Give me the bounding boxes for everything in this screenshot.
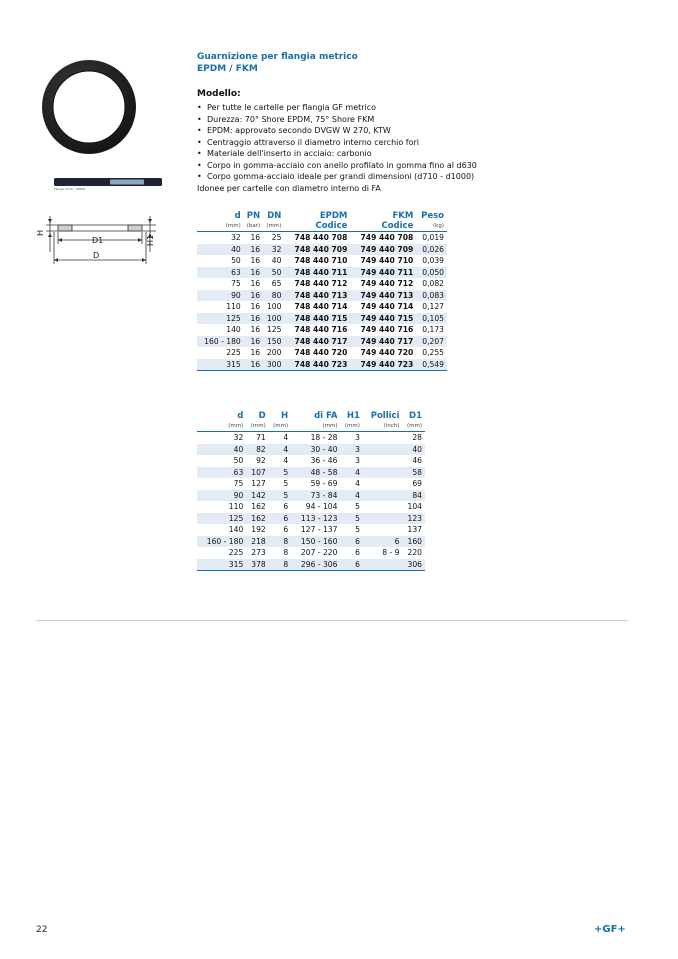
column-header: PN [246,211,261,221]
table-row [197,336,447,348]
table-cell: 749 440 715 [350,313,416,325]
feature-item [197,171,477,183]
table-cell: 8 [269,536,291,548]
table-row [197,255,447,267]
table-cell: 73 - 84 [291,490,340,502]
table-cell: 4 [283,456,289,465]
column-unit: (mm) [269,422,291,432]
table-cell: 28 [412,433,422,442]
table-cell: 0,127 [422,302,444,311]
table-row [197,536,425,548]
table-cell: 16 [244,267,263,279]
table-cell [363,513,403,525]
table-cell: 127 - 137 [300,525,338,534]
table-cell: 0,082 [422,279,444,288]
table-cell: 4 [340,467,362,479]
table-cell: 63 [197,467,246,479]
table-row [197,478,425,490]
column-unit: Codice [350,222,416,232]
table-cell: 100 [263,313,284,325]
table-cell: 6 [283,525,289,534]
table-cell: 749 440 710 [360,256,414,265]
table-cell: 748 440 717 [284,336,350,348]
bullet-icon: • [197,114,202,124]
table-cell: 94 - 104 [305,502,338,511]
table-cell: 0,173 [422,325,444,334]
table-cell: 50 [231,256,241,265]
table-cell: 142 [246,490,268,502]
column-unit: (inch) [363,422,403,432]
column-unit: (mm) [263,222,284,232]
column-unit: (bar) [244,222,263,232]
table-cell: 749 440 713 [350,290,416,302]
product-title: Guarnizione per flangia metrico [197,52,358,62]
feature-item [197,125,477,137]
table-cell: 0,255 [422,348,444,357]
table-cell: 16 [244,290,263,302]
table-cell: 5 [283,479,289,488]
gasket-ring-image [40,58,138,156]
table-cell: 4 [340,490,362,502]
table-cell: 137 [407,525,422,534]
feature-text: Corpo gomma-acciaio ideale per grandi dimensioni (d710 - d1000) [207,172,475,181]
table-cell: 749 440 714 [360,302,414,311]
table-cell [363,444,403,456]
column-unit: (mm) [197,222,244,232]
dimensions-table [197,410,425,571]
table-cell: 6 [340,559,362,571]
dimensions-table-units-row [197,422,425,432]
column-header: di FA [314,411,338,421]
table-cell: 16 [250,302,261,311]
table-cell: 100 [266,302,282,311]
table-cell: 5 [340,513,362,525]
table-cell: 160 [402,536,425,548]
model-heading: Modello: [197,89,241,99]
dimensions-table-header-row [197,410,425,422]
drawing-label-h1: H1 [146,234,155,246]
table-cell: 32 [233,433,244,442]
table-cell: 4 [355,479,360,488]
table-cell: 75 [231,279,241,288]
feature-list [197,102,477,183]
bullet-icon: • [197,103,202,112]
bullet-icon: • [197,160,202,170]
table-row [197,278,447,290]
bullet-icon: • [197,172,202,181]
table-cell: 0,549 [416,359,447,371]
table-cell: 63 [197,267,244,279]
table-cell: 65 [271,279,282,288]
dimensions-table-body [197,432,425,571]
drawing-label-d1: D1 [92,236,104,245]
column-unit: (mm) [197,422,246,432]
table-cell: 0,019 [422,233,444,242]
table-cell: 748 440 723 [284,359,350,371]
table-cell: 218 [246,536,268,548]
table-cell: 50 [233,456,244,465]
table-cell: 6 [283,502,289,511]
table-cell: 16 [250,233,261,242]
table-cell: 16 [250,279,261,288]
table-row [197,244,447,256]
drawing-label-h: H [36,229,45,236]
column-header: H1 [346,411,360,421]
table-cell: 749 440 717 [350,336,416,348]
table-cell: 748 440 708 [294,233,348,242]
table-row [197,359,447,371]
table-cell: 160 - 180 [197,336,244,348]
table-cell: 300 [263,359,284,371]
feature-text: Corpo in gomma-acciaio con anello profilato in gomma fino al d630 [207,160,477,170]
table-cell: 748 440 713 [284,290,350,302]
table-row [197,559,425,571]
feature-item [197,137,477,149]
table-row [197,324,447,336]
table-row [197,432,425,444]
table-cell: 18 - 28 [310,433,338,442]
column-header: D [258,411,266,421]
table-cell: 125 [197,513,246,525]
table-cell: 6 [269,513,291,525]
table-cell: 748 440 709 [284,244,350,256]
table-cell: 315 [197,359,244,371]
table-cell: 3 [355,433,360,442]
table-cell: 6 [355,548,360,557]
table-cell: 40 [271,256,282,265]
table-cell: 82 [246,444,268,456]
table-cell: 48 - 58 [291,467,340,479]
gasket-side-caption: Flange d710 - d1000 [54,187,86,191]
table-cell: 162 [246,513,268,525]
column-header: Pollici [370,411,400,421]
table-row [197,547,425,559]
table-cell: 0,026 [416,244,447,256]
table-cell: 50 [263,267,284,279]
column-header: EPDM [319,211,348,221]
table-cell [363,432,403,444]
table-cell: 207 - 220 [300,548,338,557]
table-cell: 8 [283,548,289,557]
column-header: D1 [409,411,422,421]
table-cell: 40 [197,244,244,256]
column-unit: (mm) [246,422,268,432]
table-cell: 16 [250,325,261,334]
bullet-icon: • [197,126,202,135]
table-cell: 110 [226,302,241,311]
table-cell: 4 [269,444,291,456]
table-cell: 107 [246,467,268,479]
compatibility-note: Idonee per cartelle con diametro interno di FA [197,184,381,193]
table-cell: 748 440 720 [294,348,348,357]
feature-text: Durezza: 70° Shore EPDM, 75° Shore FKM [207,114,375,124]
table-cell [363,524,403,536]
table-row [197,347,447,359]
table-cell: 749 440 711 [350,267,416,279]
table-cell: 110 [228,502,244,511]
feature-item [197,114,477,126]
table-cell [363,455,403,467]
table-cell: 315 [197,559,246,571]
codes-table-units-row [197,222,447,232]
feature-item [197,160,477,172]
table-cell: 5 [355,502,360,511]
table-cell: 32 [263,244,284,256]
table-cell: 200 [266,348,282,357]
table-cell [363,501,403,513]
table-cell: 90 [197,490,246,502]
gasket-side-image [54,177,162,187]
column-unit: (mm) [340,422,362,432]
table-row [197,444,425,456]
table-cell: 748 440 714 [294,302,348,311]
table-cell: 125 [197,313,244,325]
column-unit: (kg) [416,222,447,232]
table-cell: 749 440 708 [360,233,414,242]
table-row [197,524,425,536]
table-cell: 16 [244,244,263,256]
section-divider [36,620,628,621]
table-cell: 160 - 180 [197,536,246,548]
table-cell: 150 - 160 [291,536,340,548]
table-cell: 6 [340,536,362,548]
table-cell: 306 [402,559,425,571]
column-header: DN [267,211,282,221]
table-cell: 0,105 [416,313,447,325]
table-cell: 58 [402,467,425,479]
column-header: d [234,211,241,221]
table-cell: 749 440 712 [360,279,414,288]
table-cell: 8 - 9 [382,548,400,557]
feature-item [197,148,477,160]
table-cell: 104 [407,502,422,511]
table-cell: 71 [256,433,266,442]
table-cell: 140 [226,325,241,334]
table-cell: 8 [269,559,291,571]
drawing-label-d: D [93,251,100,260]
feature-text: Materiale dell'inserto in acciaio: carbonio [207,149,372,158]
table-cell: 36 - 46 [310,456,338,465]
table-cell: 84 [402,490,425,502]
table-cell: 40 [197,444,246,456]
table-cell: 748 440 712 [294,279,348,288]
feature-text: Per tutte le cartelle per flangia GF metrico [207,103,377,112]
table-cell: 123 [402,513,425,525]
bullet-icon: • [197,137,202,147]
column-unit: (mm) [291,422,340,432]
table-cell: 748 440 711 [284,267,350,279]
table-cell: 4 [283,433,289,442]
table-cell: 6 [363,536,403,548]
table-cell: 59 - 69 [310,479,338,488]
feature-text: EPDM: approvato secondo DVGW W 270, KTW [207,126,391,135]
table-cell: 748 440 710 [294,256,348,265]
brand-logo: +GF+ [594,924,626,935]
table-row [197,455,425,467]
table-cell [363,559,403,571]
table-cell [363,490,403,502]
table-cell: 749 440 720 [360,348,414,357]
table-cell: 296 - 306 [291,559,340,571]
table-row [197,267,447,279]
table-cell: 748 440 716 [294,325,348,334]
table-cell: 748 440 715 [284,313,350,325]
table-cell: 16 [250,348,261,357]
table-cell: 92 [256,456,266,465]
feature-item [197,102,477,114]
page-number: 22 [36,925,48,935]
table-cell: 0,039 [422,256,444,265]
table-row [197,490,425,502]
column-header: FKM [392,211,414,221]
table-cell: 0,050 [416,267,447,279]
column-header: Peso [421,211,444,221]
table-row [197,501,425,513]
table-row [197,313,447,325]
table-row [197,467,425,479]
table-cell: 125 [266,325,282,334]
table-cell: 0,083 [416,290,447,302]
table-cell: 16 [244,313,263,325]
product-material: EPDM / FKM [197,64,258,74]
table-cell: 5 [269,490,291,502]
table-cell: 749 440 716 [360,325,414,334]
table-cell: 0,207 [416,336,447,348]
table-cell: 16 [244,359,263,371]
table-cell: 16 [250,256,261,265]
column-unit: (mm) [402,422,425,432]
table-cell: 3 [340,444,362,456]
table-row [197,232,447,244]
table-cell: 90 [197,290,244,302]
table-cell: 225 [228,548,244,557]
table-cell: 127 [251,479,266,488]
table-cell: 40 [402,444,425,456]
table-cell: 3 [355,456,360,465]
table-cell: 75 [233,479,244,488]
table-cell: 25 [271,233,282,242]
table-cell: 162 [251,502,266,511]
table-cell: 32 [231,233,241,242]
column-header: d [237,411,244,421]
column-header: H [281,411,289,421]
table-cell: 46 [412,456,422,465]
table-cell: 378 [246,559,268,571]
feature-text: Centraggio attraverso il diametro interno cerchio fori [207,137,420,147]
table-cell: 273 [251,548,266,557]
table-cell: 150 [263,336,284,348]
table-cell [363,467,403,479]
table-row [197,513,425,525]
table-cell: 220 [407,548,422,557]
table-cell: 5 [355,525,360,534]
codes-table-body [197,232,447,371]
table-cell: 80 [263,290,284,302]
bullet-icon: • [197,149,202,158]
table-cell: 749 440 723 [350,359,416,371]
table-cell: 749 440 709 [350,244,416,256]
codes-table [197,210,447,371]
table-row [197,301,447,313]
table-cell: 113 - 123 [291,513,340,525]
table-cell: 69 [412,479,422,488]
table-cell: 5 [269,467,291,479]
column-unit: Codice [284,222,350,232]
table-cell: 16 [244,336,263,348]
table-cell [363,478,403,490]
table-cell: 192 [251,525,266,534]
table-cell: 225 [226,348,241,357]
table-row [197,290,447,302]
table-cell: 30 - 40 [291,444,340,456]
table-cell: 140 [228,525,244,534]
